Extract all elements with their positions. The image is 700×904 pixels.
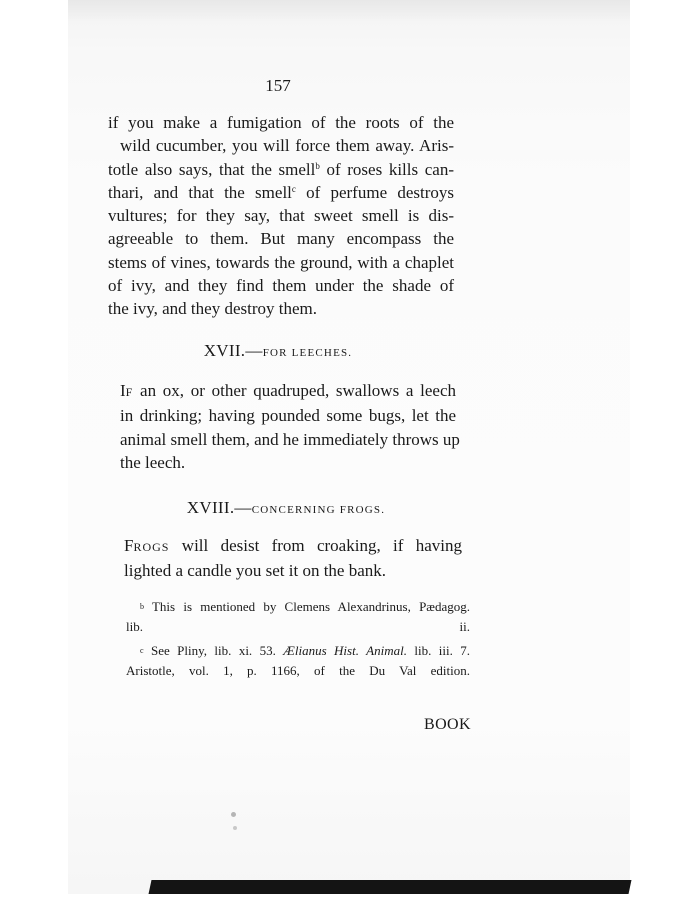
text-line: agreeable to them. But many encompass the	[108, 229, 454, 249]
page-bottom-edge	[149, 880, 632, 894]
text-line: totle also says, that the smell$^b$ of roses kills can-	[108, 159, 455, 179]
page-number: 157	[265, 76, 291, 95]
section-heading-frogs: XVIII.—CONCERNING FROGS.	[186, 498, 386, 517]
text-line: in drinking; having pounded some bugs, let the	[120, 406, 456, 426]
footnote-b: b This is mentioned by Clemens Alexandrinus, Pædagog.	[140, 599, 470, 614]
footnote-b-continued: lib. ii.	[126, 619, 470, 634]
text-line: lighted a candle you set it on the bank.	[124, 561, 387, 581]
catchword: BOOK	[424, 716, 471, 733]
text-line: the leech.	[120, 452, 186, 472]
footnote-ref-c: c	[291, 183, 296, 194]
section-heading-leeches: XVII.—FOR LEECHES.	[203, 341, 353, 360]
paragraph-leeches	[120, 379, 460, 474]
footnote-c: c See Pliny, lib. xi. 53. Ælianus Hist. Animal. lib. iii. 7.	[140, 643, 471, 658]
text-line: the ivy, and they destroy them.	[108, 299, 317, 319]
text-line: IF an ox, or other quadruped, swallows a leech	[120, 381, 456, 400]
text-line: if you make a fumigation of the roots of the	[108, 113, 454, 132]
footnote-ref-b: b	[315, 160, 320, 171]
paper-speck	[231, 812, 236, 817]
text-line: thari, and that the smell$^c$ of perfume destroys	[108, 182, 454, 202]
paper-speck	[233, 826, 237, 830]
footnotes	[126, 597, 470, 681]
text-line: stems of vines, towards the ground, with a chaplet	[108, 252, 454, 272]
text-line: wild cucumber, you will force them away. Aris-	[120, 136, 454, 156]
paper-top-shadow	[68, 0, 630, 22]
text-line: of ivy, and they find them under the shade of	[108, 276, 454, 296]
footnote-c-continued: Aristotle, vol. 1, p. 1166, of the Du Val edition.	[126, 663, 470, 678]
text-line: vultures; for they say, that sweet smell is dis-	[108, 206, 454, 226]
paragraph-frogs	[124, 534, 462, 583]
text-line: FROGS will desist from croaking, if having	[124, 536, 462, 555]
paragraph-fumigation	[108, 111, 454, 321]
text-line: animal smell them, and he immediately throws up	[120, 429, 460, 449]
